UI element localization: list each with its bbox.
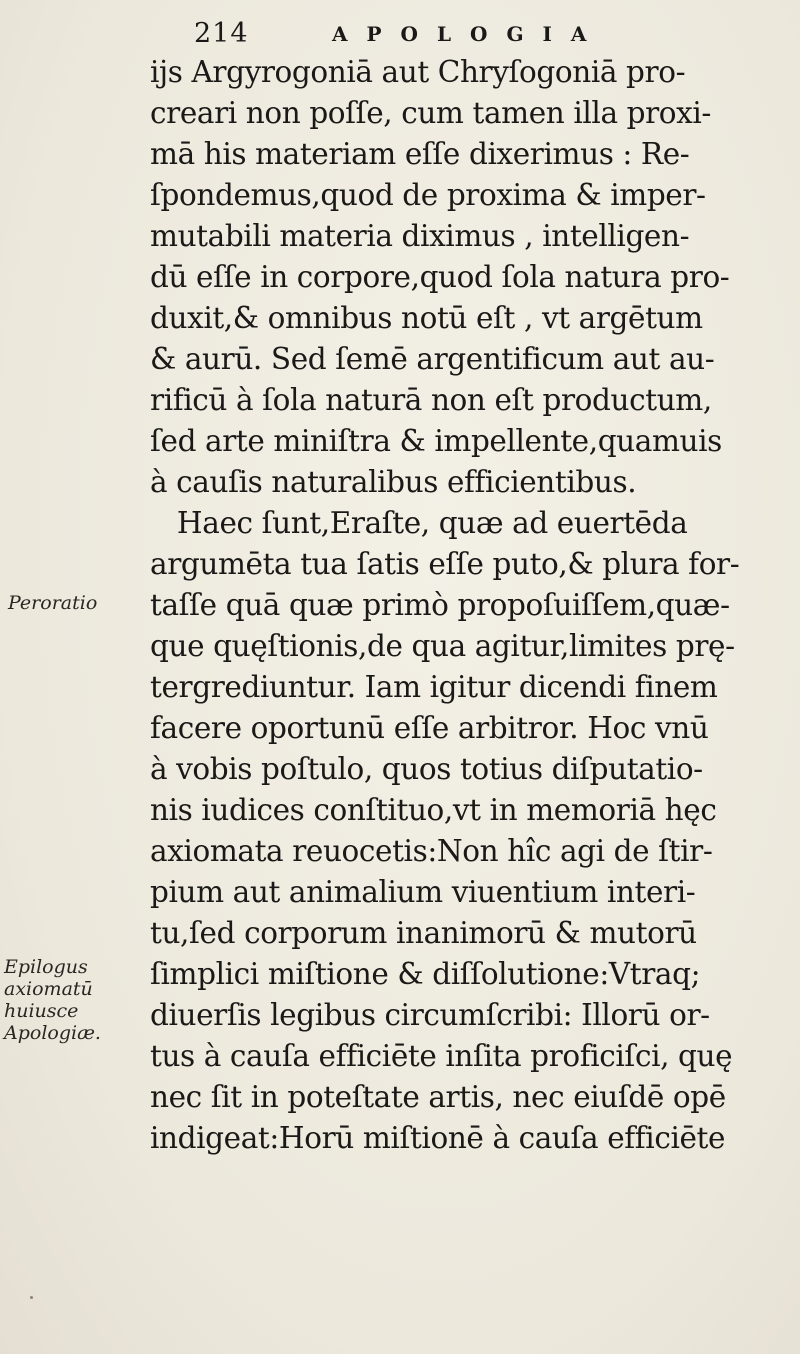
text-line: tergrediuntur. Iam igitur dicendi finem — [150, 670, 718, 704]
text-line: ijs Argyrogoniā aut Chryſogoniā pro- — [150, 55, 686, 89]
text-line: & aurū. Sed ſemē argentificum aut au- — [150, 342, 715, 376]
paper-speck — [30, 1296, 33, 1299]
body-text — [150, 52, 790, 1159]
page-header — [194, 18, 734, 52]
margin-note-line: Epilogus — [4, 956, 88, 978]
margin-note-line: axiomatū — [4, 978, 93, 1000]
text-line: ſpondemus,quod de proxima & imper- — [150, 178, 706, 212]
text-line: facere oportunū eſſe arbitror. Hoc vnū — [150, 711, 709, 745]
text-line: Haec ſunt,Eraſte, quæ ad euertēda — [150, 506, 688, 540]
text-line: duxit,& omnibus notū eſt , vt argētum — [150, 301, 703, 335]
text-line: creari non poſſe, cum tamen illa proxi- — [150, 96, 711, 130]
text-line: nis iudices conſtituo,vt in memoriā hęc — [150, 793, 717, 827]
text-line: taſſe quā quæ primò propoſuiſſem,quæ- — [150, 588, 730, 622]
text-line: nec ſit in poteſtate artis, nec eiuſdē opē — [150, 1080, 726, 1114]
text-line: indigeat:Horū miſtionē à cauſa efficiēte — [150, 1121, 726, 1155]
text-line: tus à cauſa efficiēte inſita proficiſci, quę — [150, 1039, 733, 1073]
text-line: argumēta tua ſatis eſſe puto,& plura for- — [150, 547, 740, 581]
text-line: rificū à ſola naturā non eſt productum, — [150, 383, 712, 417]
margin-note-line: huiusce — [4, 1000, 79, 1022]
margin-note-peroratio: Peroratio — [8, 592, 98, 614]
text-line: mā his materiam eſſe dixerimus : Re- — [150, 137, 690, 171]
text-line: que quęſtionis,de qua agitur,limites prę- — [150, 629, 735, 663]
text-line: à cauſis naturalibus efficientibus. — [150, 465, 637, 499]
text-line: ſimplici miſtione & diſſolutione:Vtraq; — [150, 957, 701, 991]
text-line: dū eſſe in corpore,quod ſola natura pro- — [150, 260, 730, 294]
page-number: 214 — [194, 18, 249, 49]
margin-note-epilogus — [4, 956, 101, 1044]
text-line: axiomata reuocetis:Non hîc agi de ſtir- — [150, 834, 713, 868]
text-line: diuerſis legibus circumſcribi: Illorū or- — [150, 998, 710, 1032]
text-line: mutabili materia diximus , intelligen- — [150, 219, 690, 253]
margin-note-line: Apologiæ. — [4, 1022, 101, 1044]
running-head: APOLOGIA — [332, 22, 606, 46]
text-line: ſed arte miniſtra & impellente,quamuis — [150, 424, 722, 458]
text-line: à vobis poſtulo, quos totius diſputatio- — [150, 752, 703, 786]
text-line: tu,ſed corporum inanimorū & mutorū — [150, 916, 697, 950]
text-line: pium aut animalium viuentium interi- — [150, 875, 696, 909]
